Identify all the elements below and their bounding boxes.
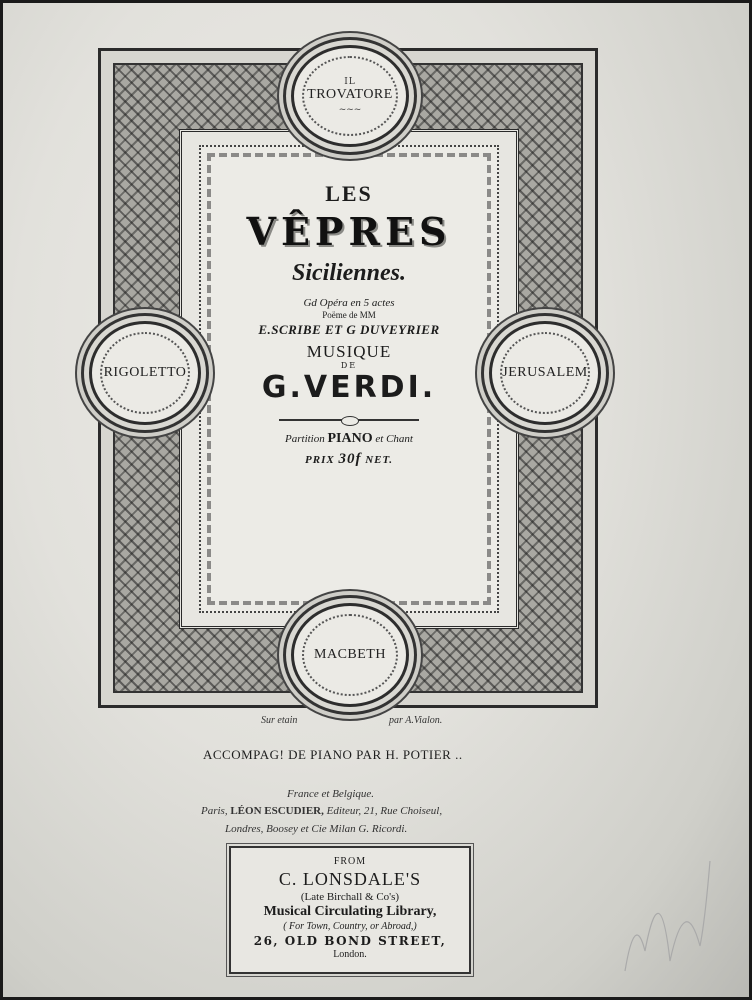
engraver-right: par A.Vialon.: [389, 715, 443, 726]
library-label: [229, 846, 471, 974]
ornamental-rule: [279, 419, 419, 421]
medallion-trovatore: [291, 45, 409, 147]
musique-label: MUSIQUE: [306, 342, 392, 361]
price-line: [209, 451, 489, 468]
flourish-icon: ~~~: [338, 105, 362, 115]
accompaniment-credit: ACCOMPAG! DE PIANO PAR H. POTIER ..: [203, 747, 463, 762]
label-address: 26, OLD BOND STREET,: [253, 934, 447, 948]
title-main: VÊPRES: [246, 209, 452, 254]
medallion-ring: [302, 614, 398, 696]
medallion-top-small-label: IL: [344, 77, 356, 87]
publisher-london-milan: Londres, Boosey et Cie Milan G. Ricordi.: [225, 823, 408, 835]
medallion-jerusalem: [489, 321, 601, 425]
label-late: (Late Birchall & Co's): [300, 891, 400, 903]
label-city: London.: [333, 949, 367, 960]
title-les: LES: [325, 181, 373, 206]
medallion-macbeth: [291, 603, 409, 707]
medallion-right-label: JERUSALEM: [502, 365, 588, 380]
price-pre: PRIX: [305, 454, 335, 466]
title-block: [209, 163, 489, 468]
engraver-left: Sur etain: [261, 715, 298, 726]
medallion-top-label: TROVATORE: [307, 87, 393, 102]
poeme-label: Poëme de MM: [322, 310, 376, 320]
medallion-ring: [500, 332, 590, 414]
partition-piano: PIANO: [327, 431, 373, 446]
publisher-name: LÉON ESCUDIER,: [230, 805, 324, 817]
partition-line: [209, 431, 489, 447]
medallion-ring: [100, 332, 190, 414]
medallion-left-label: RIGOLETTO: [103, 365, 187, 380]
pencil-mark-icon: [615, 851, 715, 981]
medallion-bottom-label: MACBETH: [314, 647, 386, 662]
opera-description: Gd Opéra en 5 actes: [303, 297, 395, 309]
partition-post: et Chant: [375, 433, 413, 445]
label-name: C. LONSDALE'S: [278, 869, 422, 889]
title-sub: Siciliennes.: [291, 260, 406, 286]
medallion-rigoletto: [89, 321, 201, 425]
sheet-music-cover: [3, 3, 749, 997]
label-library: Musical Circulating Library,: [263, 904, 437, 919]
de-label: DE: [340, 361, 358, 370]
partition-pre: Partition: [285, 433, 325, 445]
librettists: E.SCRIBE ET G DUVEYRIER: [258, 322, 440, 337]
composer-name: G.VERDI.: [261, 370, 437, 405]
publisher-paris-pre: Paris,: [201, 805, 228, 817]
label-from: FROM: [333, 856, 367, 867]
price-post: NET.: [365, 454, 393, 466]
medallion-ring: [302, 56, 398, 136]
publisher-region: France et Belgique.: [287, 788, 375, 800]
publisher-address: Editeur, 21, Rue Choiseul,: [326, 805, 443, 817]
label-for: ( For Town, Country, or Abroad,): [283, 921, 417, 932]
publisher-paris: [201, 805, 442, 817]
price-value: 30f: [338, 451, 362, 467]
